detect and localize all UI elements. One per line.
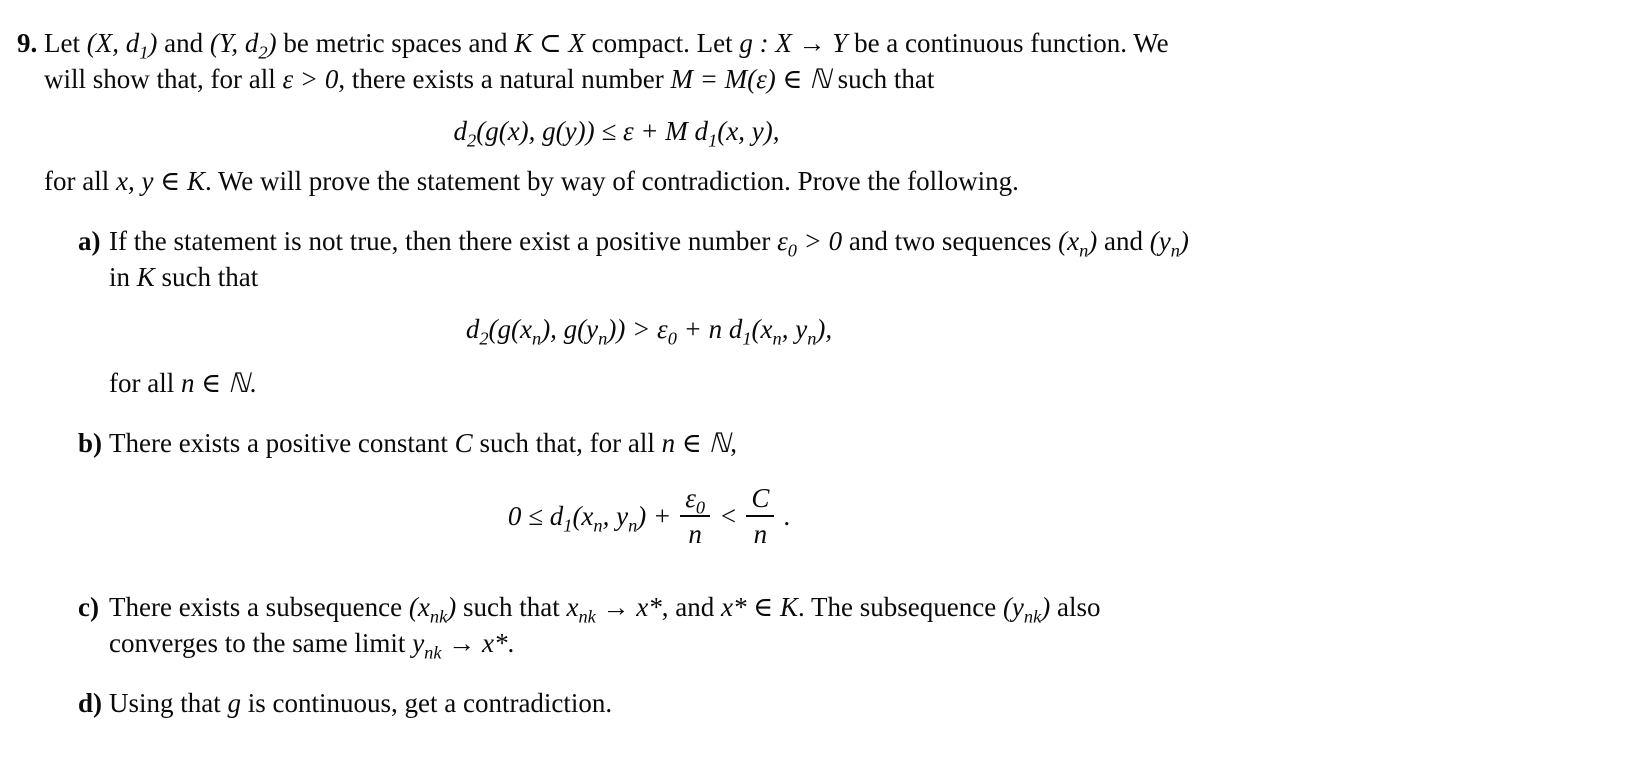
item-d-text: Using that g is continuous, get a contradiction. — [109, 688, 613, 719]
problem-number: 9. — [17, 28, 38, 58]
problem-9 — [17, 25, 1189, 721]
list-item-d — [44, 685, 1189, 721]
fraction-epsilon0-over-n — [680, 483, 710, 549]
item-c-label: c) — [78, 592, 99, 623]
fraction-1-denominator: n — [688, 519, 702, 550]
fraction-2-denominator: n — [753, 519, 768, 550]
fraction-2-numerator: C — [746, 483, 774, 517]
item-c-text: There exists a subsequence $(x_{nk})$ such that $x_{nk} \to x*$, and x* ∈ K. The subsequence $(y_{nk})$ also converges to the same limit $y_{nk} \to x*$. — [109, 592, 1101, 663]
display-equation-a: $d_2(g(x_n)$, $g(y_n)) > \varepsilon_0 + n$ $d_1(x_n$, $y_n$), — [465, 314, 833, 349]
item-d-body — [109, 685, 1189, 721]
display-equation-main: $d_2(g(x)$, g(y)) ≤ ε + M $d_1(x$, y), — [453, 116, 780, 151]
item-d-label: d) — [78, 688, 103, 719]
equation-b-period: . — [783, 501, 791, 532]
item-b-text: There exists a positive constant C such that, for all n ∈ ℕ, — [109, 428, 737, 458]
item-b-label: b) — [78, 428, 103, 458]
problem-body — [44, 25, 1189, 721]
problem-intro: Let (X, $d_1$) and (Y, $d_2$) be metric spaces and K ⊂ X compact. Let g : X → Y be a continuous function. We will show that, for all ε > 0, there exists a natural number M = M(ε) ∈ ℕ such that — [44, 28, 1169, 94]
fraction-c-over-n — [746, 483, 774, 549]
equation-b-left: $0 \le d_1(x_n$, $y_n$) + — [507, 501, 672, 536]
list-item-b — [44, 425, 1189, 565]
item-c-body — [109, 589, 1189, 661]
fraction-1-numerator: $\varepsilon_0$ — [680, 483, 710, 517]
item-a-body — [109, 223, 1189, 401]
item-a-text: If the statement is not true, then there exist a positive number $\varepsilon_0 > 0$ and two sequences $(x_n)$ and $(y_n)$ in K such that — [109, 226, 1189, 292]
equation-b-less-than: < — [719, 501, 738, 532]
item-b-body — [109, 425, 1189, 565]
list-item-a — [44, 223, 1189, 401]
item-a-label: a) — [78, 226, 101, 256]
item-a-after-equation: for all n ∈ ℕ. — [109, 368, 257, 398]
list-item-c — [44, 589, 1189, 661]
problem-continuation: for all x, y ∈ K. We will prove the statement by way of contradiction. Prove the following. — [44, 166, 1019, 196]
display-equation-b — [109, 483, 1189, 549]
